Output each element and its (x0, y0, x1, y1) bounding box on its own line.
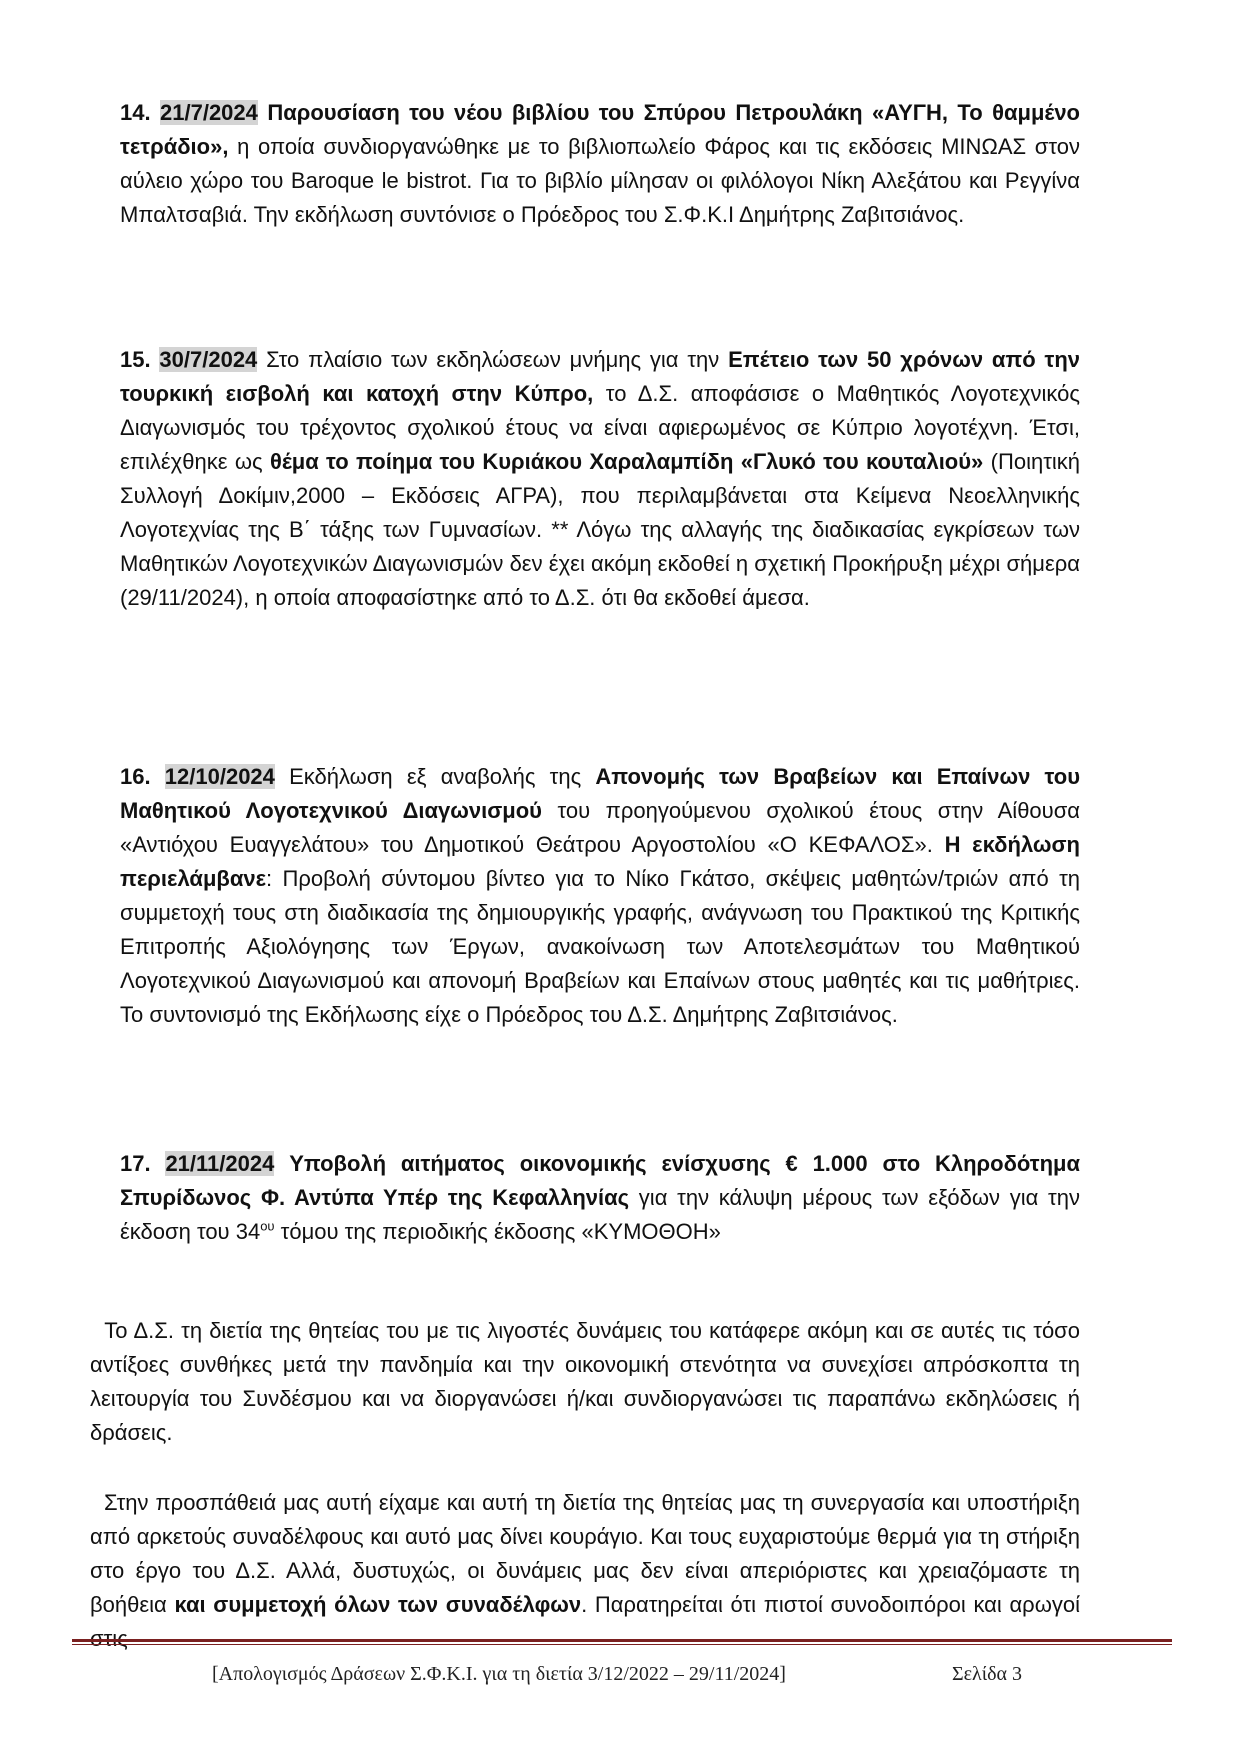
paragraph-bold-text: και συμμετοχή όλων των συναδέλφων (174, 1592, 582, 1617)
item-bold-text: Υποβολή αιτήματος οικονομικής ενίσχυσης € 1.000 στο Κληροδότημα Σπυρίδωνος Φ. Αντύπα Υπέρ της Κεφαλληνίας (120, 1151, 1080, 1210)
item-text: το Δ.Σ. αποφάσισε ο Μαθητικός Λογοτεχνικός Διαγωνισμός του τρέχοντος σχολικού έτους να είναι αφιερωμένος σε Κύπριο λογοτέχνη. Έτσι, επιλέχθηκε ως (120, 381, 1081, 474)
item-bold-text: Απονομής των Βραβείων και Επαίνων του Μαθητικού Λογοτεχνικού Διαγωνισμού (120, 764, 1080, 823)
paragraph-text: . Παρατηρείται ότι πιστοί συνοδοιπόροι και αρωγοί στις (90, 1592, 1080, 1651)
item-date: 12/10/2024 (164, 764, 275, 789)
item-date: 21/11/2024 (165, 1151, 275, 1176)
list-item-14 (120, 96, 1080, 232)
item-text: η οποία συνδιοργανώθηκε με το βιβλιοπωλείο Φάρος και τις εκδόσεις ΜΙΝΩΑΣ στον αύλειο χώρο του Baroque le bistrot. Για το βιβλίο μίλησαν οι φιλόλογοι Νίκη Αλεξάτου και Ρεγγίνα Μπαλτσαβιά. Την εκδήλωση συντόνισε ο Πρόεδρος του Σ.Φ.Κ.Ι Δημήτρης Ζαβιτσιάνος. (120, 134, 1080, 227)
item-text: τόμου της περιοδικής έκδοσης «ΚΥΜΟΘΟΗ» (274, 1219, 721, 1244)
item-number: 16. (120, 764, 151, 789)
superscript: ου (260, 1218, 275, 1234)
footer-title: [Απολογισμός Δράσεων Σ.Φ.Κ.Ι. για τη διετία 3/12/2022 – 29/11/2024] (212, 1663, 786, 1685)
body-paragraph (90, 1314, 1080, 1450)
item-text: : Προβολή σύντομου βίντεο για το Νίκο Γκάτσο, σκέψεις μαθητών/τριών από τη συμμετοχή τους στη διαδικασία της δημιουργικής γραφής, ανάγνωση του Πρακτικού της Κριτικής Επιτροπής Αξιολόγησης των Έργων, ανακοίνωση των Αποτελεσμάτων του Μαθητικού Λογοτεχνικού Διαγωνισμού και απονομή Βραβείων και Επαίνων στους μαθητές και τις μαθήτριες. Το συντονισμό της Εκδήλωσης είχε ο Πρόεδρος του Δ.Σ. Δημήτρης Ζαβιτσιάνος. (120, 866, 1080, 1027)
item-bold-text: Η εκδήλωση περιελάμβανε (120, 832, 1080, 891)
list-item-15 (120, 343, 1080, 615)
item-text: Εκδήλωση εξ αναβολής της (274, 764, 596, 789)
paragraph-text: Το Δ.Σ. τη διετία της θητείας του με τις λιγοστές δυνάμεις του κατάφερε ακόμη και σε αυτές τις τόσο αντίξοες συνθήκες μετά την πανδημία και την οικονομική στενότητα να συνεχίσει απρόσκοπτα τη λειτουργία του Συνδέσμου και να διοργανώσει ή/και συνδιοργανώσει τις παραπάνω εκδηλώσεις ή δράσεις. (90, 1318, 1080, 1445)
item-text: για την κάλυψη μέρους των εξόδων για την έκδοση του 34 (120, 1185, 1080, 1244)
item-number: 17. (120, 1151, 151, 1176)
item-text: Στο πλαίσιο των εκδηλώσεων μνήμης για την (257, 347, 729, 372)
item-date: 30/7/2024 (159, 347, 258, 372)
item-text: του προηγούμενου σχολικού έτους στην Αίθουσα «Αντιόχου Ευαγγελάτου» του Δημοτικού Θεάτρου Αργοστολίου «Ο ΚΕΦΑΛΟΣ». (120, 798, 1080, 857)
item-bold-text: Επέτειο των 50 χρόνων από την τουρκική εισβολή και κατοχή στην Κύπρο, (120, 347, 1080, 406)
item-number: 15. (120, 347, 151, 372)
item-bold-title: Παρουσίαση του νέου βιβλίου του Σπύρου Πετρουλάκη «ΑΥΓΗ, Το θαμμένο τετράδιο», (120, 100, 1080, 159)
page-number: Σελίδα 3 (952, 1663, 1023, 1685)
item-date: 21/7/2024 (160, 100, 258, 125)
item-text: (Ποιητική Συλλογή Δοκίμιν,2000 – Εκδόσεις ΑΓΡΑ), που περιλαμβάνεται στα Κείμενα Νεοελληνικής Λογοτεχνίας της Β΄ τάξης των Γυμνασίων. ** Λόγω της αλλαγής της διαδικασίας εγκρίσεων των Μαθητικών Λογοτεχνικών Διαγωνισμών δεν έχει ακόμη εκδοθεί η σχετική Προκήρυξη μέχρι σήμερα (29/11/2024), η οποία αποφασίστηκε από το Δ.Σ. ότι θα εκδοθεί άμεσα. (120, 449, 1081, 610)
item-number: 14. (120, 100, 151, 125)
list-item-16 (120, 760, 1080, 1032)
footer-divider (72, 1639, 1172, 1645)
list-item-17 (120, 1147, 1080, 1249)
body-paragraph (90, 1486, 1080, 1656)
paragraph-text: Στην προσπάθειά μας αυτή είχαμε και αυτή τη διετία της θητείας μας τη συνεργασία και υποστήριξη από αρκετούς συναδέλφους και αυτό μας δίνει κουράγιο. Και τους ευχαριστούμε θερμά για τη στήριξη στο έργο του Δ.Σ. Αλλά, δυστυχώς, οι δυνάμεις μας δεν είναι απεριόριστες και χρειαζόμαστε τη βοήθεια (90, 1490, 1080, 1617)
item-bold-text: θέμα το ποίημα του Κυριάκου Χαραλαμπίδη «Γλυκό του κουταλιού» (269, 449, 984, 474)
